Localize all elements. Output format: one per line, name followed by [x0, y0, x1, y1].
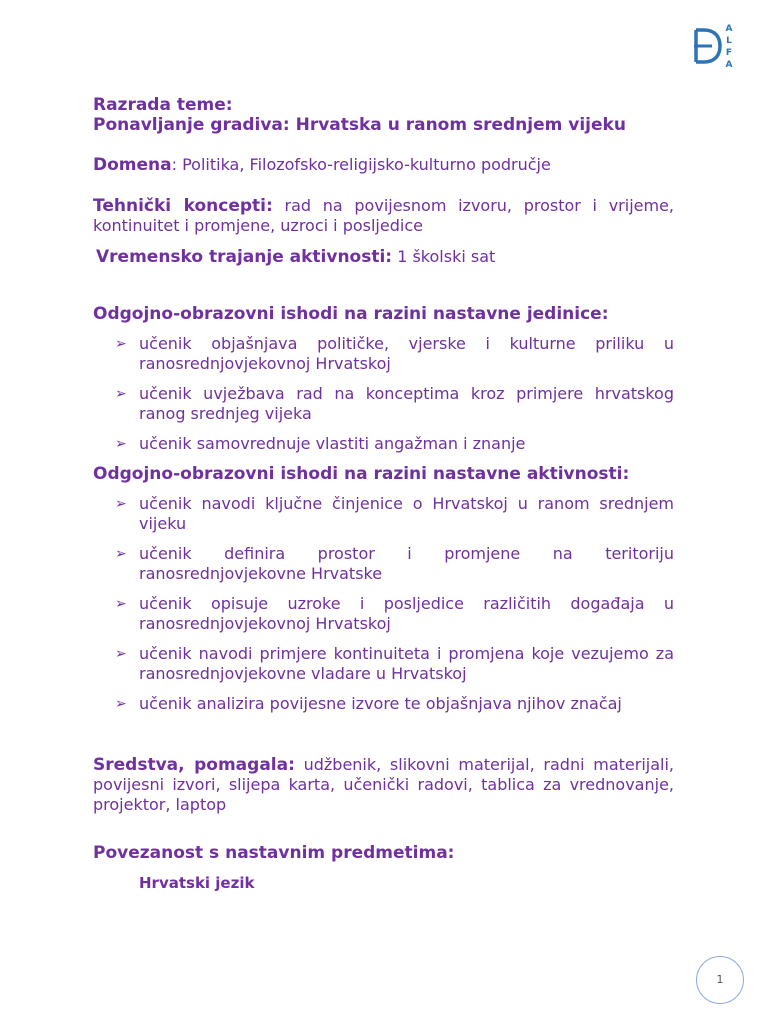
- trajanje-label: Vremensko trajanje aktivnosti:: [96, 247, 393, 267]
- arrow-bullet-icon: ➢: [115, 596, 127, 612]
- arrow-bullet-icon: ➢: [115, 696, 127, 712]
- ishodi-aktivnosti-list: [93, 494, 674, 714]
- domena-row: [93, 155, 674, 175]
- koncepti-value: rad na povijesnom izvoru, prostor i vrijeme, kontinuitet i promjene, uzroci i posljedice: [93, 196, 675, 235]
- koncepti-label: Tehnički koncepti:: [93, 196, 273, 216]
- domena-label: Domena: [93, 155, 172, 175]
- trajanje-row: [93, 247, 674, 267]
- list-item: ➢ učenik uvježbava rad na konceptima kroz primjere hrvatskog ranog srednjeg vijeka: [115, 384, 674, 423]
- sredstva-row: [93, 755, 674, 815]
- list-item: ➢ učenik analizira povijesne izvore te objašnjava njihov značaj: [115, 694, 622, 713]
- ishodi-aktivnosti-title: Odgojno-obrazovni ishodi na razini nastavne aktivnosti:: [93, 464, 630, 484]
- arrow-bullet-icon: ➢: [115, 546, 127, 562]
- povezanost-title: Povezanost s nastavnim predmetima:: [93, 843, 455, 863]
- document-body: [93, 95, 674, 893]
- sredstva-value: udžbenik, slikovni materijal, radni materijali, povijesni izvori, slijepa karta, učenički radovi, tablica za vrednovanje, projektor, laptop: [93, 755, 674, 814]
- arrow-bullet-icon: ➢: [115, 646, 127, 662]
- page-number: 1: [696, 956, 744, 1004]
- trajanje-value: 1 školski sat: [392, 247, 496, 266]
- arrow-bullet-icon: ➢: [115, 386, 127, 402]
- domena-value: : Politika, Filozofsko-religijsko-kulturno područje: [171, 155, 551, 174]
- povezanost-subject: Hrvatski jezik: [139, 874, 255, 892]
- arrow-bullet-icon: ➢: [115, 336, 127, 352]
- list-item: ➢ učenik samovrednuje vlastiti angažman i znanje: [115, 434, 526, 453]
- list-item: ➢ učenik objašnjava političke, vjerske i kulturne priliku u ranosrednjovjekovnoj Hrvatskoj: [115, 334, 674, 373]
- list-item: ➢ učenik navodi ključne činjenice o Hrvatskoj u ranom srednjem vijeku: [115, 494, 674, 533]
- arrow-bullet-icon: ➢: [115, 496, 127, 512]
- ishodi-jedinice-list: [93, 334, 674, 454]
- koncepti-row: [93, 196, 674, 236]
- sredstva-label: Sredstva, pomagala:: [93, 755, 295, 775]
- heading-line-1: Razrada teme:: [93, 95, 233, 115]
- arrow-bullet-icon: ➢: [115, 436, 127, 452]
- heading-line-2: Ponavljanje gradiva: Hrvatska u ranom srednjem vijeku: [93, 115, 626, 135]
- ishodi-jedinice-title: Odgojno-obrazovni ishodi na razini nastavne jedinice:: [93, 304, 609, 324]
- logo-text: ALFA: [724, 24, 734, 72]
- list-item: ➢ učenik navodi primjere kontinuiteta i promjena koje vezujemo za ranosrednjovjekovne vladare u Hrvatskoj: [115, 644, 674, 683]
- list-item: ➢ učenik definira prostor i promjene na teritoriju ranosrednjovjekovne Hrvatske: [115, 544, 674, 583]
- list-item: ➢ učenik opisuje uzroke i posljedice različitih događaja u ranosrednjovjekovnoj Hrvatskoj: [115, 594, 674, 633]
